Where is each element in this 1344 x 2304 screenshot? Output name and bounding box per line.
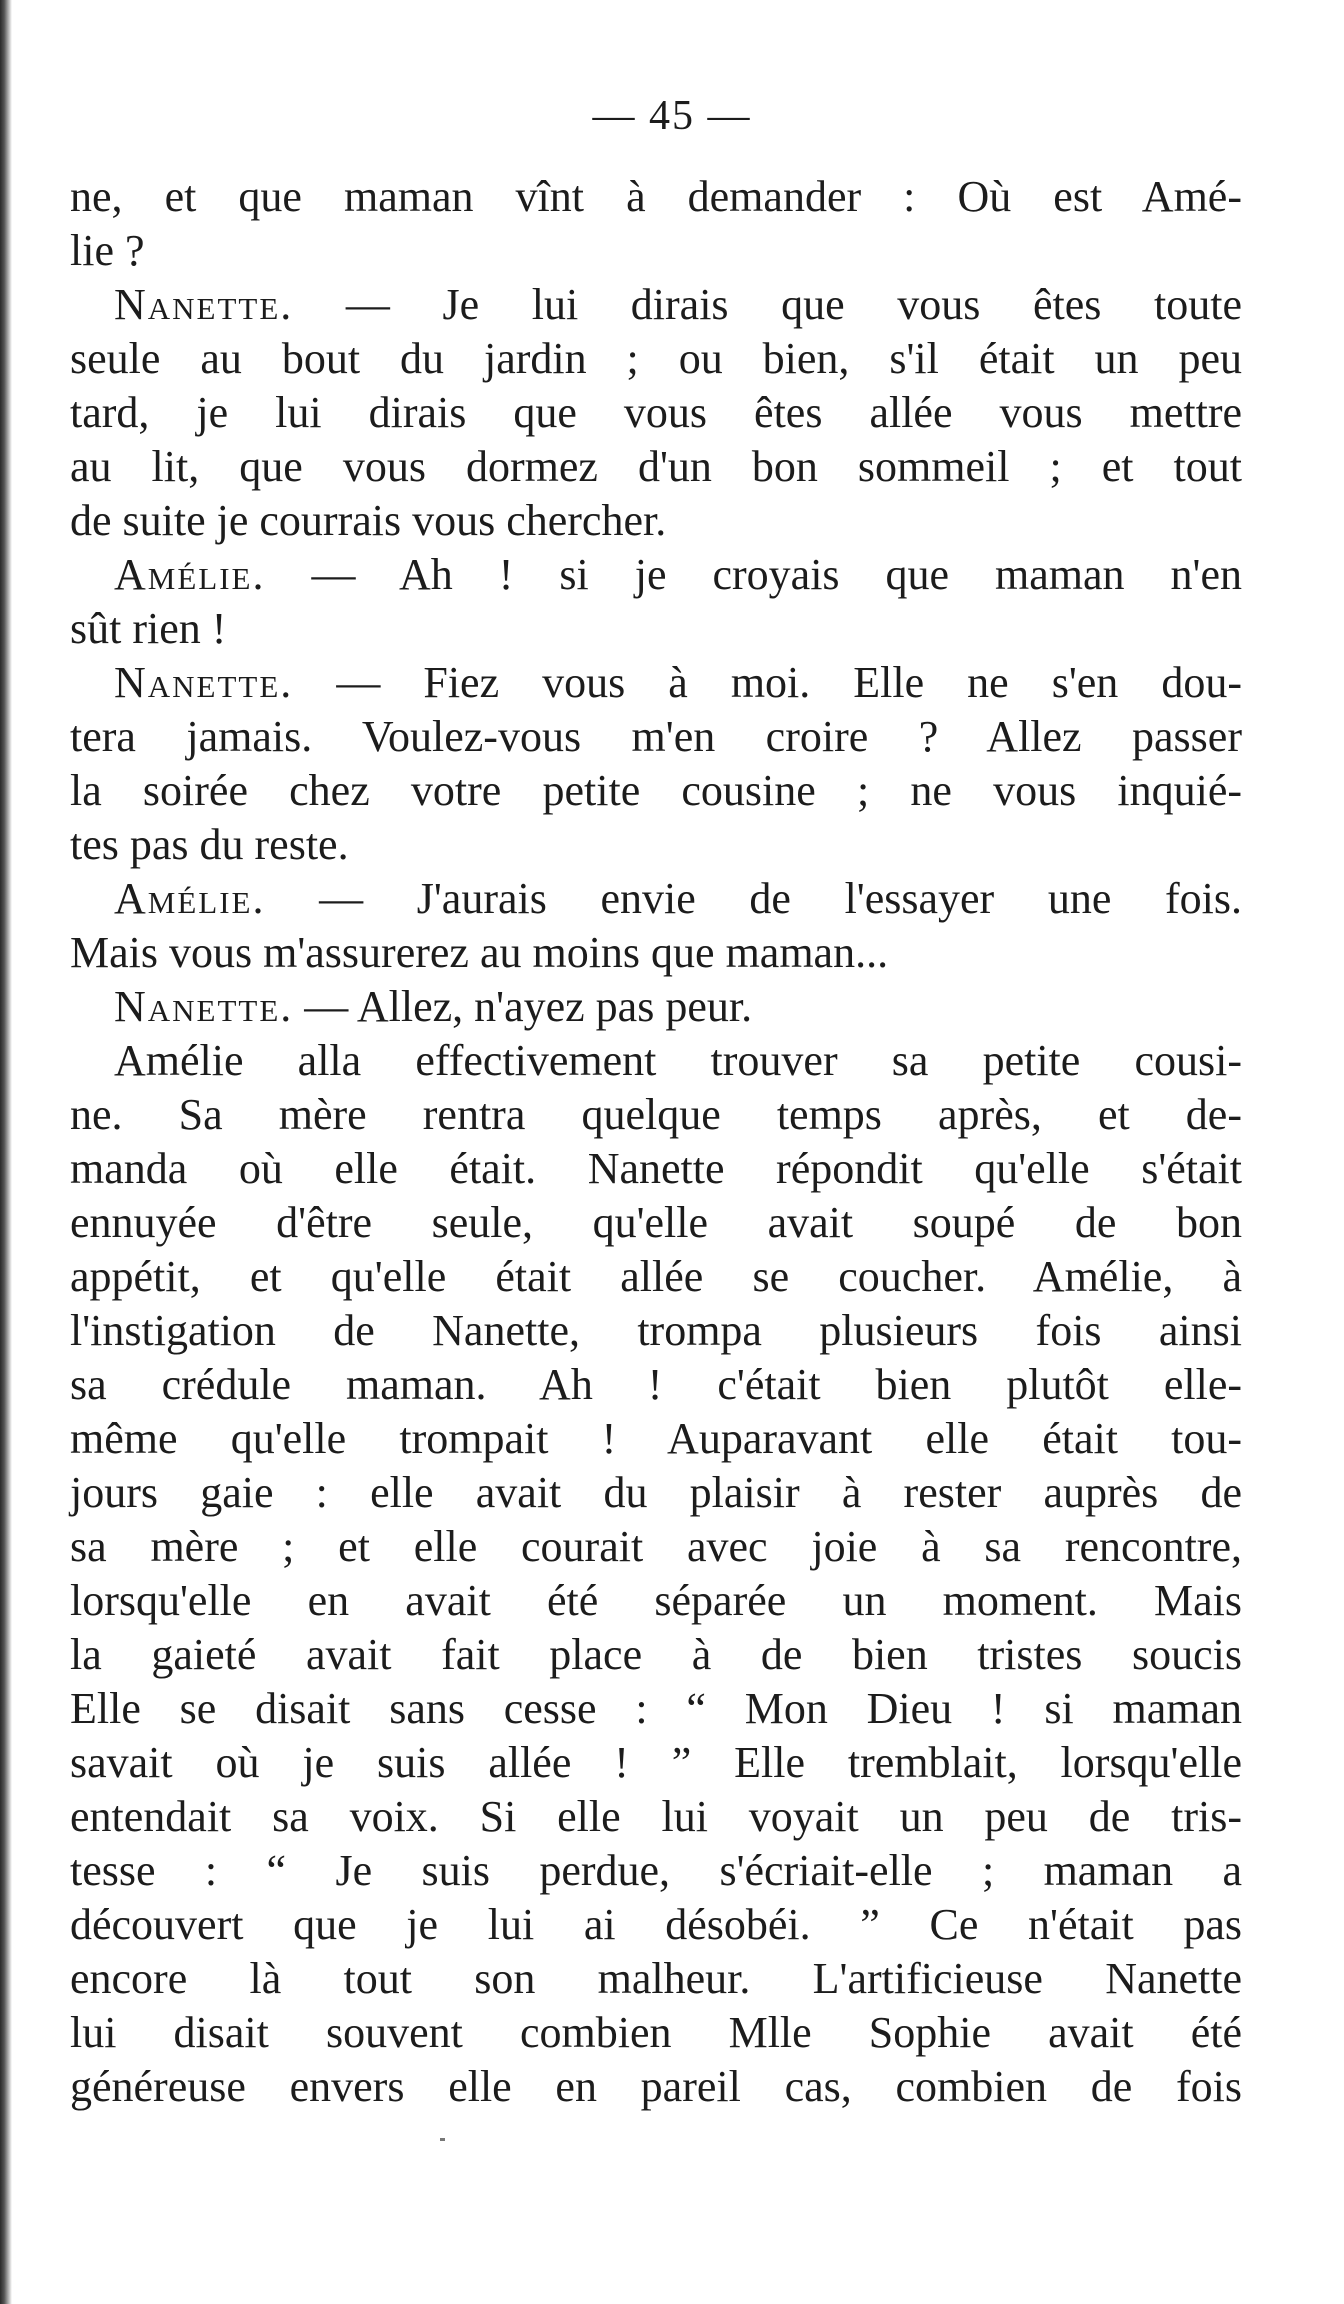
text-line: lui disait souvent combien Mlle Sophie avait été <box>70 2008 1242 2057</box>
text-line: la gaieté avait fait place à de bien tristes soucis <box>70 1630 1242 1679</box>
text-line: manda où elle était. Nanette répondit qu'elle s'était <box>70 1144 1242 1193</box>
text-line: l'instigation de Nanette, trompa plusieurs fois ainsi <box>70 1306 1242 1355</box>
text-line: Elle se disait sans cesse : “ Mon Dieu ! si maman <box>70 1684 1242 1733</box>
text-line: lie ? <box>70 226 145 275</box>
dialogue-line <box>70 872 1242 926</box>
text-line: sût rien ! <box>70 604 227 653</box>
speaker-name: Amélie. <box>114 550 266 599</box>
text-line: encore là tout son malheur. L'artificieuse Nanette <box>70 1954 1242 2003</box>
dialogue-text: — Allez, n'ayez pas peur. <box>293 982 753 1031</box>
text-line: généreuse envers elle en pareil cas, combien de fois <box>70 2062 1242 2111</box>
dialogue-text: — J'aurais envie de l'essayer une fois. <box>265 874 1242 923</box>
text-line: tard, je lui dirais que vous êtes allée vous mettre <box>70 388 1242 437</box>
text-line: ne. Sa mère rentra quelque temps après, et de- <box>70 1090 1242 1139</box>
page-edge-shadow <box>0 0 12 2304</box>
dialogue-line <box>70 656 1242 710</box>
body-text <box>70 170 1242 2114</box>
print-speck <box>440 2138 445 2141</box>
text-line: lorsqu'elle en avait été séparée un moment. Mais <box>70 1576 1242 1625</box>
text-line: Mais vous m'assurerez au moins que maman... <box>70 928 889 977</box>
text-line: entendait sa voix. Si elle lui voyait un peu de tris- <box>70 1792 1242 1841</box>
text-line: tesse : “ Je suis perdue, s'écriait-elle ; maman a <box>70 1846 1242 1895</box>
text-line: ennuyée d'être seule, qu'elle avait soupé de bon <box>70 1198 1242 1247</box>
text-line: sa crédule maman. Ah ! c'était bien plutôt elle- <box>70 1360 1242 1409</box>
text-line: la soirée chez votre petite cousine ; ne vous inquié- <box>70 766 1242 815</box>
text-line: tes pas du reste. <box>70 820 349 869</box>
dialogue-line <box>70 980 1242 1034</box>
speaker-name: Nanette. <box>114 982 294 1031</box>
text-line: découvert que je lui ai désobéi. ” Ce n'était pas <box>70 1900 1242 1949</box>
text-line: seule au bout du jardin ; ou bien, s'il était un peu <box>70 334 1242 383</box>
text-line: de suite je courrais vous chercher. <box>70 496 667 545</box>
speaker-name: Nanette. <box>114 280 294 329</box>
text-line: sa mère ; et elle courait avec joie à sa rencontre, <box>70 1522 1242 1571</box>
text-line: au lit, que vous dormez d'un bon sommeil ; et tout <box>70 442 1242 491</box>
speaker-name: Nanette. <box>114 658 294 707</box>
text-line: ne, et que maman vînt à demander : Où est Amé- <box>70 172 1242 221</box>
speaker-name: Amélie. <box>114 874 266 923</box>
dialogue-text: — Fiez vous à moi. Elle ne s'en dou- <box>293 658 1242 707</box>
text-line: savait où je suis allée ! ” Elle tremblait, lorsqu'elle <box>70 1738 1242 1787</box>
text-line: Amélie alla effectivement trouver sa petite cousi- <box>114 1036 1242 1085</box>
text-line: même qu'elle trompait ! Auparavant elle était tou- <box>70 1414 1242 1463</box>
text-line: appétit, et qu'elle était allée se coucher. Amélie, à <box>70 1252 1242 1301</box>
text-line: jours gaie : elle avait du plaisir à rester auprès de <box>70 1468 1242 1517</box>
dialogue-text: — Ah ! si je croyais que maman n'en <box>265 550 1242 599</box>
text-line: tera jamais. Voulez-vous m'en croire ? Allez passer <box>70 712 1242 761</box>
dialogue-text: — Je lui dirais que vous êtes toute <box>293 280 1242 329</box>
dialogue-line <box>70 278 1242 332</box>
page-number: — 45 — <box>592 93 752 139</box>
dialogue-line <box>70 548 1242 602</box>
